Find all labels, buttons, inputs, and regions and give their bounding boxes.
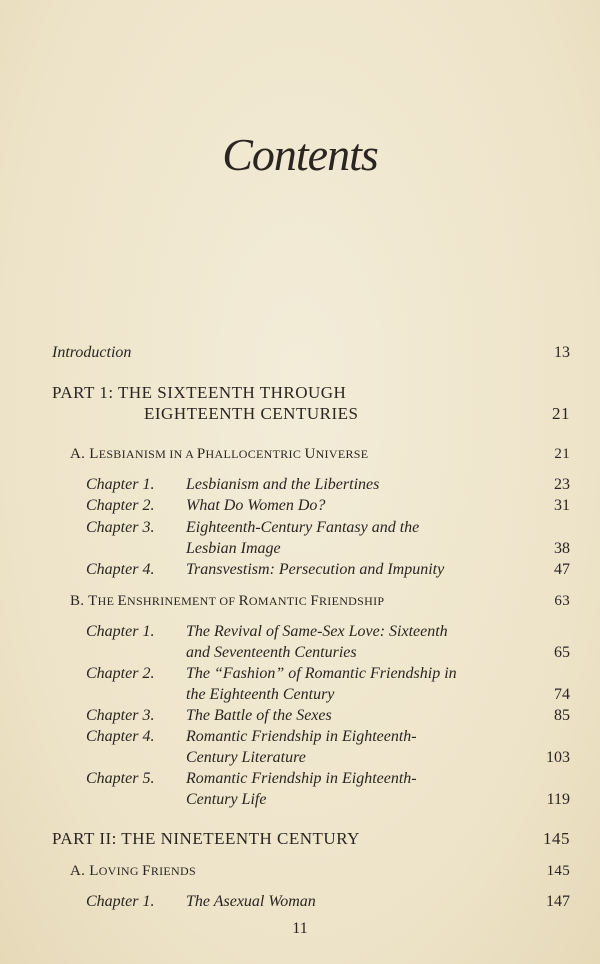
toc-section-loving-friends [70,861,570,882]
toc-chapter [52,621,570,663]
chapter-label: Chapter 2. [86,665,155,682]
chapter-label: Chapter 2. [86,497,155,514]
chapter-title: The “Fashion” of Romantic Friendship in [186,665,457,682]
toc-chapter [52,474,570,495]
chapter-title: What Do Women Do? [186,497,326,514]
page-title: Contents [222,129,378,180]
chapter-title-line2: and Seventeenth Centuries [186,644,357,661]
chapter-title: The Battle of the Sexes [186,707,332,724]
chapter-page: 31 [554,497,570,514]
chapter-page: 119 [546,791,570,808]
chapter-page: 47 [554,561,570,578]
toc-chapter [52,726,570,768]
chapter-label: Chapter 1. [86,623,155,640]
toc-chapter [52,663,570,705]
toc-chapter [52,559,570,580]
chapter-title: Eighteenth-Century Fantasy and the [186,519,420,536]
chapter-page: 147 [546,893,570,910]
chapter-label: Chapter 1. [86,893,155,910]
toc-section-a [70,444,570,465]
chapter-label: Chapter 4. [86,561,155,578]
section-page: 145 [546,863,570,879]
toc-chapter [52,495,570,516]
part-page: 145 [543,829,570,848]
toc-entry-introduction [52,342,570,363]
page-number: 11 [292,920,308,937]
chapter-page: 65 [554,644,570,661]
chapter-title-line2: Lesbian Image [186,540,281,557]
toc-chapter [52,768,570,810]
section-page: 63 [554,593,570,609]
entry-page: 13 [554,344,570,361]
chapter-label: Chapter 1. [86,476,155,493]
chapter-title-line2: Century Life [186,791,267,808]
chapter-title: The Revival of Same-Sex Love: Sixteenth [186,623,448,640]
chapter-page: 103 [546,749,570,766]
toc-part-2 [52,828,570,849]
part-title: PART II: THE NINETEENTH CENTURY [52,829,360,848]
toc-chapter [52,891,570,912]
chapter-page: 38 [554,540,570,557]
section-title: A. LOVING FRIENDS [70,863,196,879]
chapter-page: 85 [554,707,570,724]
chapter-title: The Asexual Woman [186,893,316,910]
chapter-title: Lesbianism and the Libertines [186,476,380,493]
section-title: A. LESBIANISM IN A PHALLOCENTRIC UNIVERSE [70,446,369,462]
toc-section-b [70,591,570,612]
chapter-title-line2: the Eighteenth Century [186,686,335,703]
section-title: B. THE ENSHRINEMENT OF ROMANTIC FRIENDSHIP [70,593,385,609]
chapter-label: Chapter 3. [86,707,155,724]
chapter-label: Chapter 3. [86,519,155,536]
chapter-title: Romantic Friendship in Eighteenth- [186,770,417,787]
part-page: 21 [552,404,570,423]
section-page: 21 [554,446,570,462]
chapter-label: Chapter 5. [86,770,155,787]
part-title-line1: PART 1: THE SIXTEENTH THROUGH [52,383,347,402]
chapter-page: 74 [554,686,570,703]
toc-part-1 [52,382,570,423]
part-title-line2: EIGHTEENTH CENTURIES [144,404,359,423]
chapter-title: Transvestism: Persecution and Impunity [186,561,445,578]
chapter-title: Romantic Friendship in Eighteenth- [186,728,417,745]
chapter-page: 23 [554,476,570,493]
entry-title: Introduction [52,344,132,361]
chapter-label: Chapter 4. [86,728,155,745]
toc-chapter [52,517,570,559]
chapter-title-line2: Century Literature [186,749,306,766]
toc-chapter [52,705,570,726]
